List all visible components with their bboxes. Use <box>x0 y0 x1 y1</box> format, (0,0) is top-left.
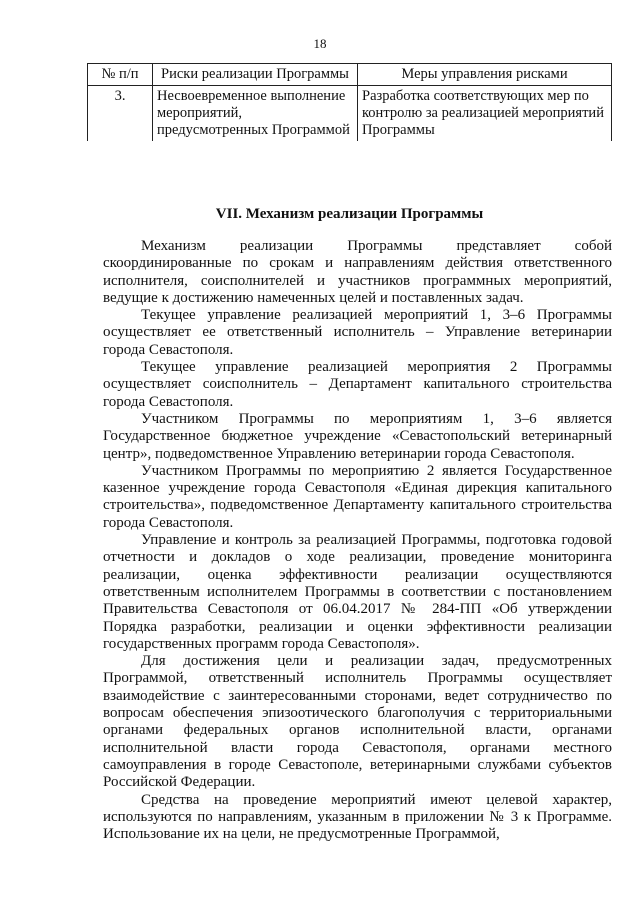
paragraph: Участником Программы по мероприятиям 1, 3–6 является Государственное бюджетное учреждение «Севастопольский ветеринарный центр», подведомственное Управлению ветеринарии города Севастополя. <box>103 410 612 462</box>
row-num: 3. <box>88 86 153 142</box>
paragraph: Управление и контроль за реализацией Программы, подготовка годовой отчетности и докладов о ходе реализации, проведение мониторинга реализации, оценка эффективности реализации осуществляются ответственным исполнителем Программы в соответствии с постановлением Правительства Севастополя от 06.04.2017 № 284-ПП «Об утверждении Порядка разработки, реализации и оценки эффективности реализации государственных программ города Севастополя». <box>103 532 612 652</box>
header-num: № п/п <box>88 64 153 86</box>
paragraph: Механизм реализации Программы представляет собой скоординированные по срокам и направлениям действия ответственного исполнителя, соисполнителей и участников программных мероприятий, ведущие к достижению намеченных целей и поставленных задач. <box>103 238 612 306</box>
row-risk: Несвоевременное выполнение мероприятий, предусмотренных Программой <box>153 86 358 142</box>
header-measures: Меры управления рисками <box>358 64 612 86</box>
table-header-row <box>88 64 612 86</box>
paragraph: Текущее управление реализацией мероприятий 1, 3–6 Программы осуществляет ее ответственный исполнитель – Управление ветеринарии города Севастополя. <box>103 307 612 358</box>
page-number: 18 <box>313 36 327 51</box>
paragraph: Для достижения цели и реализации задач, предусмотренных Программой, ответственный исполнитель Программы осуществляет взаимодействие с заинтересованными сторонами, ведет сотрудничество по вопросам обеспечения эпизоотического благополучия с территориальными органами федеральных органов исполнительной власти, органами исполнительной власти города Севастополя, органами местного самоуправления в городе Севастополе, ветеринарными службами субъектов Российской Федерации. <box>103 653 612 791</box>
section-title: VII. Механизм реализации Программы <box>215 206 484 222</box>
table-row <box>88 86 612 142</box>
section-body <box>103 238 612 843</box>
row-measure: Разработка соответствующих мер по контролю за реализацией мероприятий Программы <box>358 86 612 142</box>
paragraph: Средства на проведение мероприятий имеют целевой характер, используются по направлениям, указанным в приложении № 3 к Программе. Использование их на цели, не предусмотренные Программой, <box>103 791 612 843</box>
paragraph: Участником Программы по мероприятию 2 является Государственное казенное учреждение города Севастополя «Единая дирекция капитального строительства», подведомственное Департаменту капитального строительства города Севастополя. <box>103 462 612 531</box>
header-risks: Риски реализации Программы <box>153 64 358 86</box>
risks-table <box>87 63 612 141</box>
paragraph: Текущее управление реализацией мероприятия 2 Программы осуществляет соисполнитель – Департамент капитального строительства города Севастополя. <box>103 359 612 410</box>
